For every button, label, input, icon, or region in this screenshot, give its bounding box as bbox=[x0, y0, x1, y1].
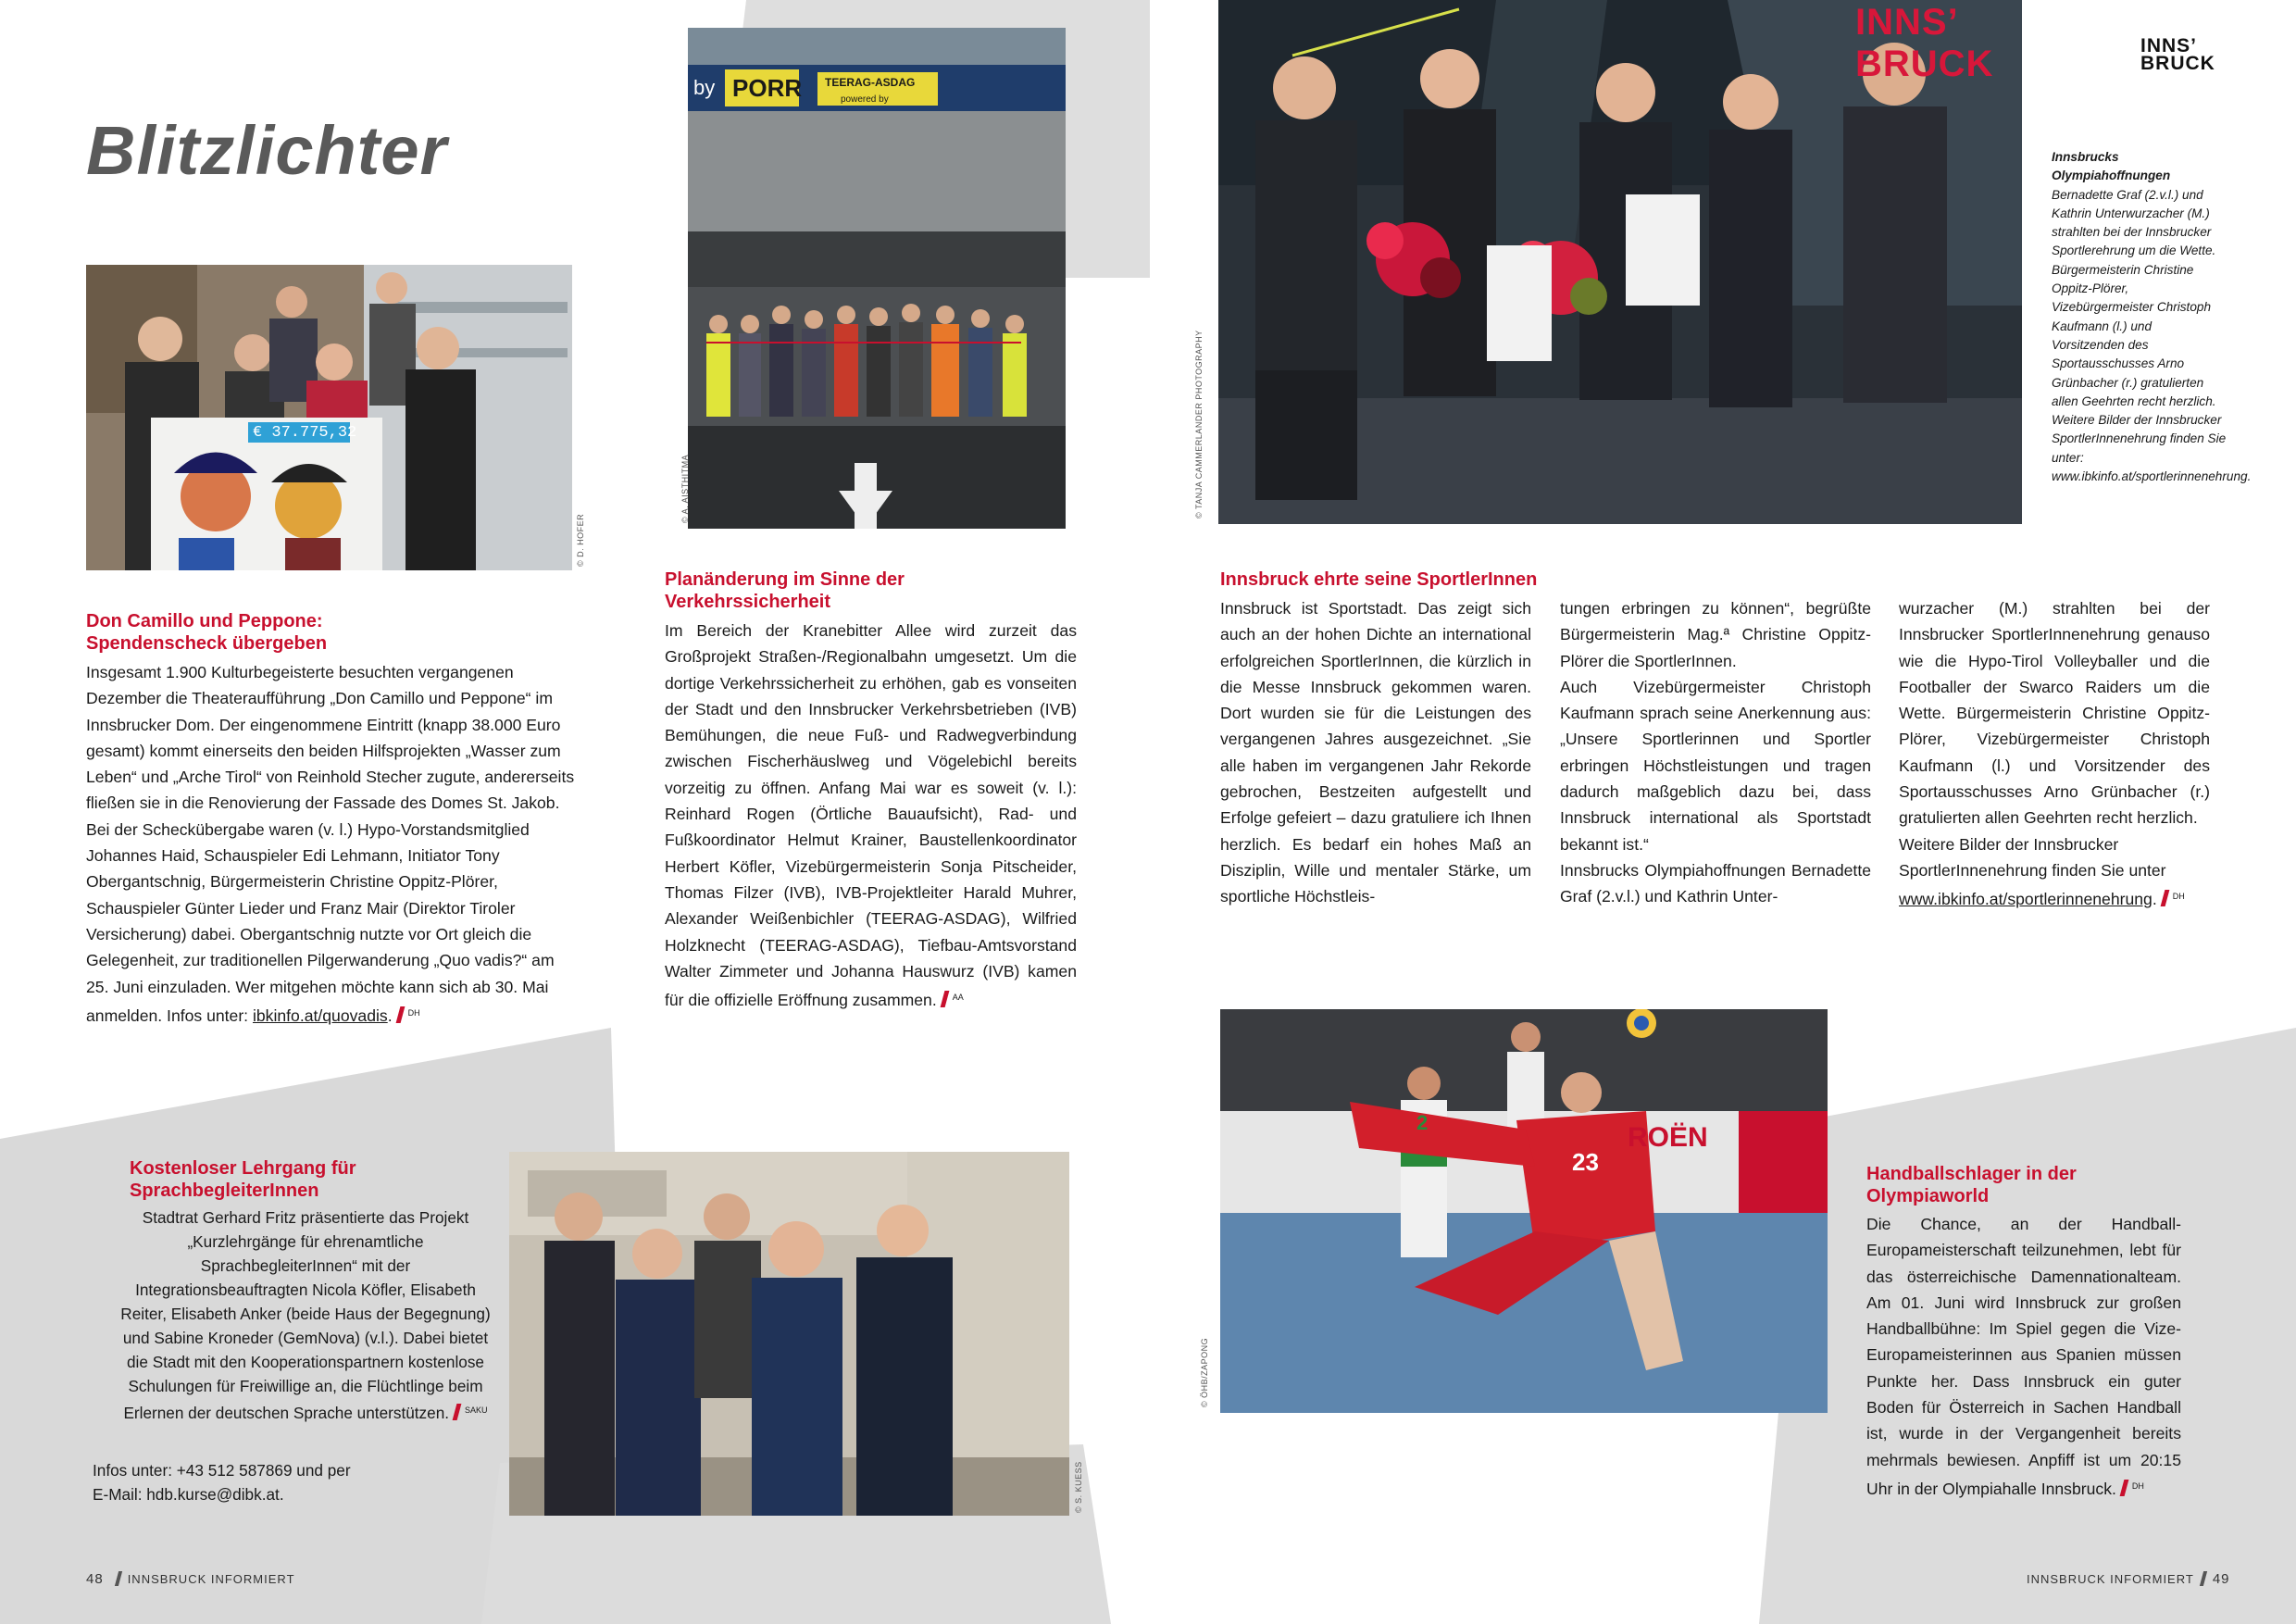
sports-ceremony-photo bbox=[1218, 0, 2022, 524]
don-camillo-body: Insgesamt 1.900 Kulturbegeisterte besuchten vergangenen Dezember die Theateraufführung „Don Camillo und Peppone“ im Innsbrucker Dom. Der eingenommene Eintritt (knapp 38.000 Euro gesamt) kommt einerseits den beiden Hilfsprojekten „Wasser zum Leben“ und „Arche Tirol“ von Reinhold Stecher zugute, andererseits fließen sie in die Renovierung der Fassade des Domes St. Jakob. Bei der Scheckübergabe waren (v. l.) Hypo-Vorstandsmitglied Johannes Haid, Schauspieler Edi Lehmann, Initiator Tony Obergantschnig, Bürgermeisterin Christine Oppitz-Plörer, Schauspieler Günter Lieder und Franz Mair (Direktor Tiroler Versicherung) dabei. Obergantschnig nutzte vor Ort gleich die Gelegenheit, zur traditionellen Pilgerwanderung „Quo vadis?“ am 25. Juni einzuladen. Wer mitgehen möchte kann sich ab 30. Mai anmelden. Infos unter: ibkinfo.at/quovadis. $^{DH}$ bbox=[86, 663, 575, 1025]
jersey-number: 23 bbox=[1572, 1148, 1599, 1176]
logo-line-1: INNS’ bbox=[2140, 35, 2198, 56]
footer-slash bbox=[2200, 1571, 2207, 1586]
photo-credit-aisthitma: © A. AISTHITMA bbox=[680, 454, 690, 523]
author-initials: AA bbox=[952, 993, 964, 1003]
footer-right bbox=[2027, 1571, 2236, 1587]
photo-credit-cammerlander: © TANJA CAMMERLANDER PHOTOGRAPHY bbox=[1194, 330, 1204, 518]
caption-text: Bernadette Graf (2.v.l.) und Kathrin Unterwurzacher (M.) strahlten bei der Innsbrucker Sportlerehrung um die Wette. Bürgermeisterin Christine Oppitz-Plörer, Vizebürgermeister Christoph Kaufmann (l.) und Vorsitzenden des Sportausschusses Arno Grünbacher (r.) gratulierten allen Geehrten recht herzlich. Weitere Bilder der Innsbrucker SportlerInnenehrung finden Sie unter: www.ibkinfo.at/sportlerinnenehrung. bbox=[2052, 187, 2252, 484]
opponent-number: 2 bbox=[1416, 1111, 1429, 1134]
lehrgang-group-photo bbox=[509, 1152, 1069, 1516]
footer-slash bbox=[115, 1571, 122, 1586]
author-initials: DH bbox=[407, 1007, 420, 1018]
bridge-opening-photo bbox=[688, 28, 1066, 529]
don-camillo-photo bbox=[86, 265, 572, 570]
photo-credit-kuess: © S. KUESS bbox=[1074, 1461, 1083, 1513]
sportler-col-2-para-3: Innsbrucks Olympiahoffnungen Bernadette Graf (2.v.l.) und Kathrin Unter- bbox=[1560, 860, 1871, 906]
sportler-col-2-para-1: tungen erbringen zu können“, begrüßte Bürgermeisterin Mag.ª Christine Oppitz-Plörer die SportlerInnen. bbox=[1560, 599, 1871, 670]
quovadis-link[interactable]: ibkinfo.at/quovadis bbox=[252, 1006, 388, 1025]
sportler-link[interactable]: www.ibkinfo.at/sportlerinnenehrung bbox=[1899, 890, 2152, 909]
footer-right-label: INNSBRUCK INFORMIERT bbox=[2027, 1572, 2194, 1586]
sportler-col-3 bbox=[1899, 595, 2210, 913]
logo-line-2: BRUCK bbox=[2140, 53, 2215, 74]
sportler-col-1 bbox=[1220, 595, 1531, 910]
handball-photo bbox=[1220, 1009, 1828, 1413]
innsbruck-logo bbox=[2140, 37, 2215, 72]
banner-powered-by: powered by bbox=[841, 94, 889, 105]
banner-by: by bbox=[693, 76, 716, 99]
author-initials: SAKU bbox=[465, 1405, 488, 1415]
sportler-col-3-text: Weitere Bilder der Innsbrucker SportlerInnenehrung finden Sie unter bbox=[1899, 834, 2166, 880]
sportler-col-3-para-2 bbox=[1899, 831, 2210, 913]
planaenderung-headline: Planänderung im Sinne der Verkehrssicherheit bbox=[665, 569, 905, 612]
sportler-col-2 bbox=[1560, 595, 1871, 910]
photo-credit-hofer: © D. HOFER bbox=[576, 513, 585, 567]
lehrgang-contact: Infos unter: +43 512 587869 und per E-Mail: hdb.kurse@dibk.at. bbox=[93, 1461, 351, 1504]
author-initials: DH bbox=[2172, 892, 2185, 902]
don-camillo-text: Insgesamt 1.900 Kulturbegeisterte besuchten vergangenen Dezember die Theateraufführung „Don Camillo und Peppone“ im Innsbrucker Dom. Der eingenommene Eintritt (knapp 38.000 Euro gesamt) kommt einerseits den beiden Hilfsprojekten „Wasser zum Leben“ und „Arche Tirol“ von Reinhold Stecher zugute, andererseits fließen sie in die Renovierung der Fassade des Domes St. Jakob. Bei der Scheckübergabe waren (v. l.) Hypo-Vorstandsmitglied Johannes Haid, Schauspieler Edi Lehmann, Initiator Tony Obergantschnig, Bürgermeisterin Christine Oppitz-Plörer, Schauspieler Günter Lieder und Franz Mair (Direktor Tiroler Versicherung) dabei. Obergantschnig nutzte vor Ort gleich die Gelegenheit, zur traditionellen Pilgerwanderung „Quo vadis?“ am 25. Juni einzuladen. Wer mitgehen möchte kann sich ab 30. Mai anmelden. Infos unter: bbox=[86, 663, 575, 1025]
red-tag-marker bbox=[2119, 1480, 2128, 1496]
page-number-left: 48 bbox=[86, 1571, 104, 1587]
sportler-headline: Innsbruck ehrte seine SportlerInnen bbox=[1220, 569, 1538, 590]
sportler-col-1-text: Innsbruck ist Sportstadt. Das zeigt sich auch an der hohen Dichte an international erfolgreichen SportlerInnen, die kürzlich in die Messe Innsbruck gekommen waren. Dort wurden sie für die Leistungen des vergangenen Jahres ausgezeichnet. „Sie alle haben im vergangenen Jahr Rekorde gebrochen, Bestzeiten aufgestellt und Erfolge gefeiert – dazu gratuliere ich Ihnen herzlich. Es bedarf ein hohes Maß an Disziplin, Wille und mentaler Stärke, um sportliche Höchstleis- bbox=[1220, 599, 1531, 906]
caption-lead: Innsbrucks Olympiahoffnungen bbox=[2052, 150, 2171, 183]
red-tag-marker bbox=[940, 991, 949, 1007]
footer-left-label: INNSBRUCK INFORMIERT bbox=[127, 1572, 295, 1586]
planaenderung-body bbox=[665, 618, 1077, 1013]
page-title: Blitzlichter bbox=[86, 112, 448, 189]
banner-teerag: TEERAG-ASDAG bbox=[825, 76, 916, 89]
sportler-col-3-para-1: wurzacher (M.) strahlten bei der Innsbrucker SportlerInnenehrung genauso wie die Hypo-Tirol Volleyballer und die Footballer der Swarco Raiders um die Wette. Bürgermeisterin Christine Oppitz-Plörer, Vizebürgermeister Christoph Kaufmann (l.) und Vorsitzender des Sportausschusses Arno Grünbacher (r.) gratulierten allen Geehrten recht herzlich. bbox=[1899, 599, 2210, 828]
sports-photo-caption bbox=[2052, 148, 2252, 486]
handball-banner: ROËN bbox=[1628, 1122, 1708, 1153]
backdrop-logo: INNS’ BRUCK bbox=[1855, 2, 1994, 84]
footer-left bbox=[86, 1571, 295, 1587]
planaenderung-text: Im Bereich der Kranebitter Allee wird zurzeit das Großprojekt Straßen-/Regionalbahn umgesetzt. Um die dortige Verkehrssicherheit zu erhöhen, gab es vonseiten der Stadt und den Innsbrucker Verkehrsbetrieben (IVB) Bemühungen, die neue Fuß- und Radwegverbindung zwischen Fischerhäuslweg und Vögelebichl bereits vorzeitig zu öffnen. Anfang Mai war es soweit (v. l.): Reinhard Rogen (Örtliche Bauaufsicht), Rad- und Fußkoordinator Helmut Krainer, Baustellenkoordinator Herbert Köfler, Vizebürgermeisterin Sonja Pitscheider, Thomas Filzer (IVB), IVB-Projektleiter Harald Muhrer, Alexander Weißenbichler (TEERAG-ASDAG), Wilfried Holzknecht (TEERAG-ASDAG), Tiefbau-Amtsvorstand Walter Zimmeter und Johanna Hauswurz (IVB) kamen für die offizielle Eröffnung zusammen. bbox=[665, 621, 1077, 1010]
lehrgang-body bbox=[116, 1206, 495, 1425]
page-number-right: 49 bbox=[2212, 1571, 2230, 1587]
lehrgang-text: Stadtrat Gerhard Fritz präsentierte das Projekt „Kurzlehrgänge für ehrenamtliche SprachbegleiterInnen“ mit der Integrationsbeauftragten Nicola Köfler, Elisabeth Reiter, Elisabeth Anker (beide Haus der Begegnung) und Sabine Kroneder (GemNova) (v.l.). Dabei bietet die Stadt mit den Kooperationspartnern kostenlose Schulungen für Freiwillige an, die Flüchtlinge beim Erlernen der deutschen Sprache unterstützen. bbox=[120, 1208, 491, 1422]
link-suffix: . bbox=[2152, 890, 2157, 909]
banner-porr: PORR bbox=[732, 74, 803, 102]
handball-headline: Handballschlager in der Olympiaworld bbox=[1866, 1164, 2077, 1206]
red-tag-marker bbox=[2160, 890, 2169, 906]
photo-credit-oehb: © ÖHB/ZAPONG bbox=[1200, 1337, 1209, 1407]
author-initials: DH bbox=[2131, 1480, 2144, 1491]
sportler-col-2-para-2: Auch Vizebürgermeister Christoph Kaufmann sprach seine Anerkennung aus: „Unsere Sportlerinnen und Sportler erbringen Höchstleistungen und tragen dadurch maßgeblich dazu bei, dass Innsbruck international als Sportstadt bekannt ist.“ bbox=[1560, 677, 1871, 854]
handball-body bbox=[1866, 1211, 2181, 1502]
lehrgang-headline: Kostenloser Lehrgang für SprachbegleiterInnen bbox=[130, 1158, 356, 1201]
red-tag-marker bbox=[453, 1404, 462, 1420]
don-camillo-headline: Don Camillo und Peppone: Spendenscheck übergeben bbox=[86, 611, 328, 654]
handball-text: Die Chance, an der Handball-Europameisterschaft teilzunehmen, lebt für das österreichische Damennationalteam. Am 01. Juni wird Innsbruck zur großen Handballbühne: Im Spiel gegen die Vize-Europameisterinnen aus Spanien müssen Punkte her. Dass Innsbruck ein guter Boden für Österreich in Sachen Handball ist, wurde in der Vergangenheit bereits mehrmals bewiesen. Anpfiff ist um 20:15 Uhr in der Olympiahalle Innsbruck. bbox=[1866, 1215, 2181, 1498]
red-tag-marker bbox=[395, 1006, 405, 1023]
cheque-amount: € 37.775,32 bbox=[253, 424, 357, 442]
